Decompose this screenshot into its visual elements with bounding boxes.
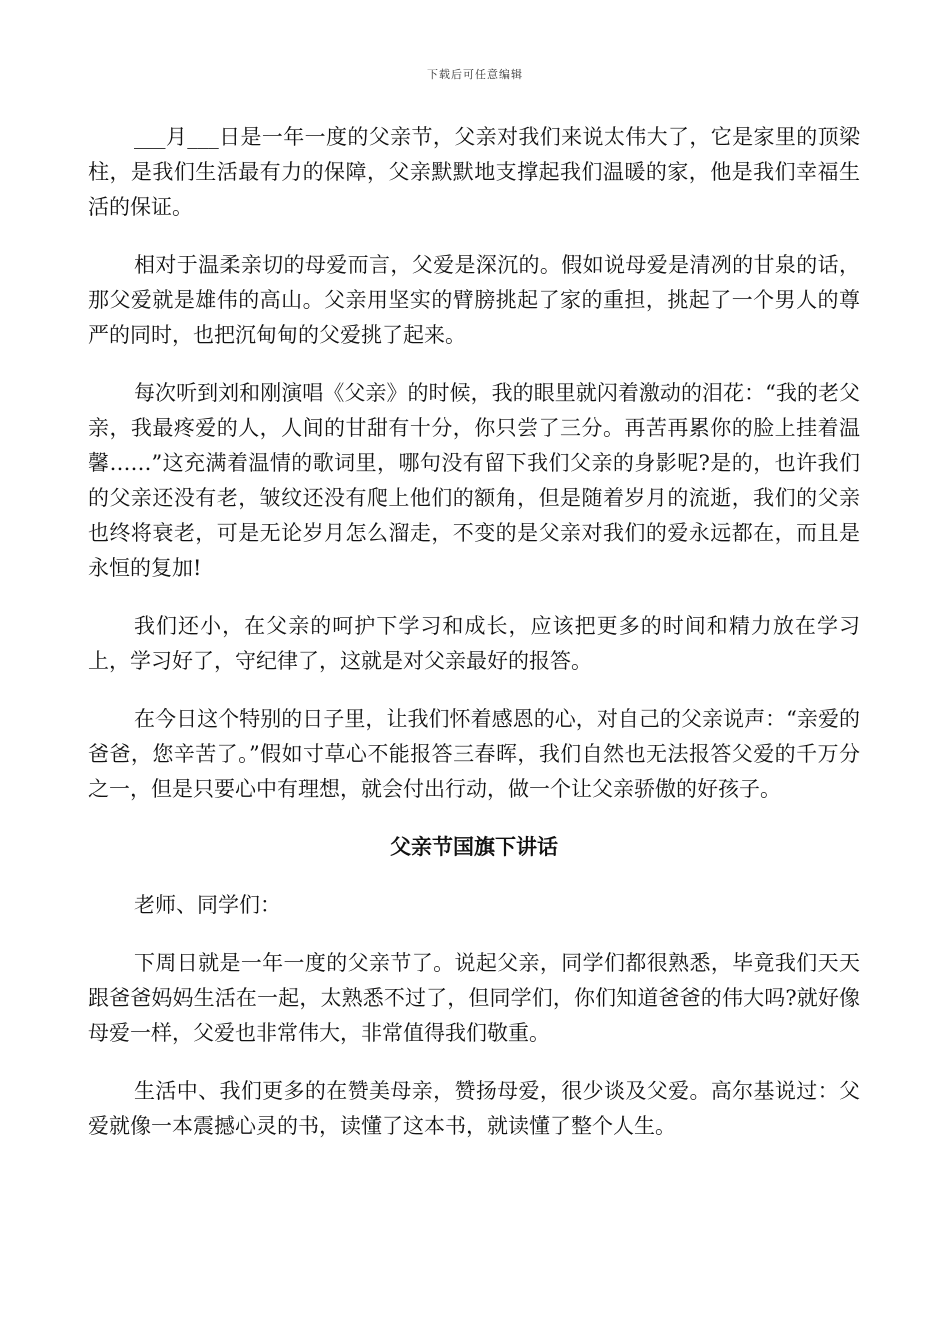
- paragraph: 在今日这个特别的日子里，让我们怀着感恩的心，对自己的父亲说声：“亲爱的爸爸，您辛苦了。”假如寸草心不能报答三春晖，我们自然也无法报答父爱的千万分之一，但是只要心中有理想，就会付出行动，做一个让父亲骄傲的好孩子。: [88, 707, 860, 801]
- header-note: 下载后可任意编辑: [427, 68, 523, 81]
- document-body: [88, 120, 860, 1144]
- paragraph: 下周日就是一年一度的父亲节了。说起父亲，同学们都很熟悉，毕竟我们天天跟爸爸妈妈生活在一起，太熟悉不过了，但同学们，你们知道爸爸的伟大吗?就好像母爱一样，父爱也非常伟大，非常值得我们敬重。: [88, 951, 860, 1045]
- paragraph: 每次听到刘和刚演唱《父亲》的时候，我的眼里就闪着激动的泪花：“我的老父亲，我最疼爱的人，人间的甘甜有十分，你只尝了三分。再苦再累你的脸上挂着温馨……”这充满着温情的歌词里，哪句没有留下我们父亲的身影呢?是的，也许我们的父亲还没有老，皱纹还没有爬上他们的额角，但是随着岁月的流逝，我们的父亲也终将衰老，可是无论岁月怎么溜走，不变的是父亲对我们的爱永远都在，而且是永恒的复加!: [88, 381, 860, 580]
- paragraph: 生活中、我们更多的在赞美母亲，赞扬母爱，很少谈及父爱。高尔基说过：父爱就像一本震撼心灵的书，读懂了这本书，就读懂了整个人生。: [88, 1079, 860, 1138]
- paragraph: ___月___日是一年一度的父亲节，父亲对我们来说太伟大了，它是家里的顶梁柱，是我们生活最有力的保障，父亲默默地支撑起我们温暖的家，他是我们幸福生活的保证。: [88, 125, 860, 219]
- paragraph: 我们还小，在父亲的呵护下学习和成长，应该把更多的时间和精力放在学习上，学习好了，守纪律了，这就是对父亲最好的报答。: [88, 614, 860, 673]
- section-title: 父亲节国旗下讲话: [390, 835, 558, 859]
- salutation: 老师、同学们：: [134, 893, 281, 917]
- paragraph: 相对于温柔亲切的母爱而言，父爱是深沉的。假如说母爱是清冽的甘泉的话，那父爱就是雄伟的高山。父亲用坚实的臂膀挑起了家的重担，挑起了一个男人的尊严的同时，也把沉甸甸的父爱挑了起来。: [88, 253, 860, 347]
